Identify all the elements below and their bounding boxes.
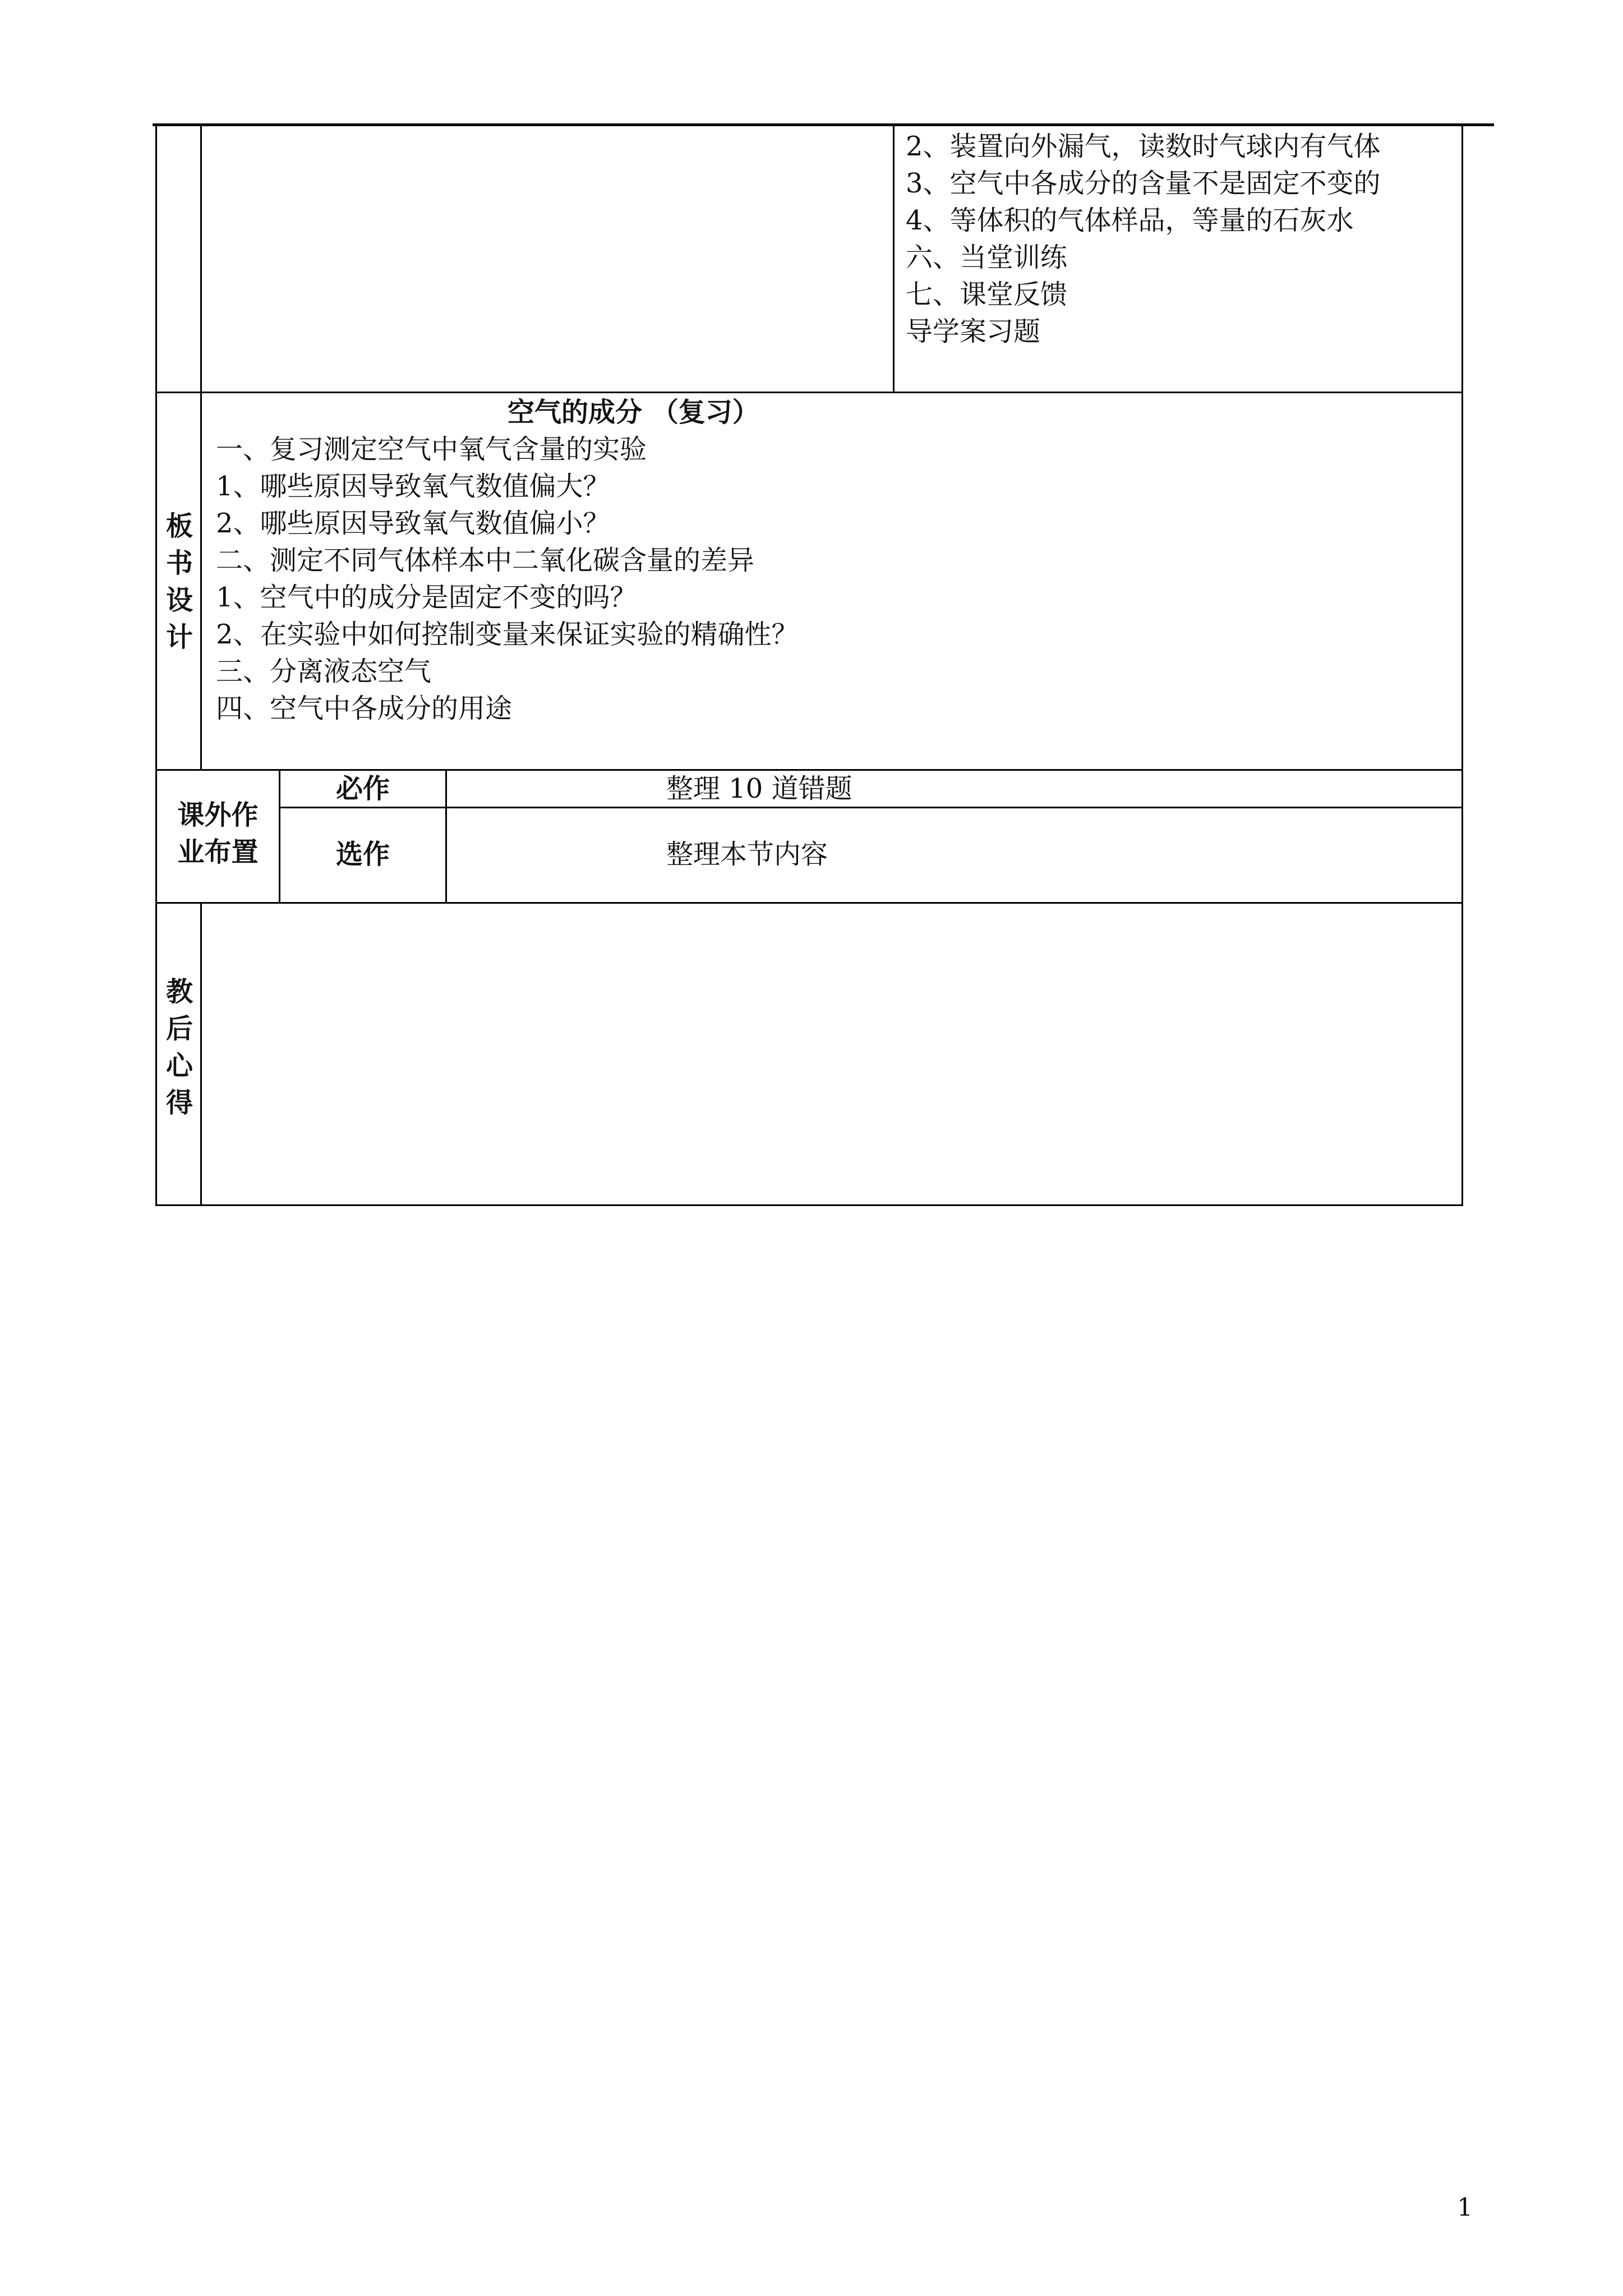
required-text: 整理 10 道错题 (666, 773, 852, 804)
reflection-label (157, 973, 202, 1121)
board-line: 1、空气中的成分是固定不变的吗？ (216, 582, 637, 613)
text-line: 4、等体积的气体样品，等量的石灰水 (906, 205, 1354, 236)
board-line: 2、在实验中如何控制变量来保证实验的精确性？ (216, 619, 799, 650)
top-row-left-divider (200, 125, 202, 393)
homework-row-split (279, 807, 1463, 808)
board-line: 四、空气中各成分的用途 (216, 693, 513, 724)
board-design-content (216, 394, 1450, 727)
board-line: 二、测定不同气体样本中二氧化碳含量的差异 (216, 545, 755, 576)
board-line: 2、哪些原因导致氧气数值偏小？ (216, 508, 610, 539)
reflection-row (155, 902, 1463, 1206)
text-line: 六、当堂训练 (906, 242, 1068, 273)
text-line: 七、课堂反馈 (906, 279, 1068, 310)
label-char: 书 (165, 547, 193, 579)
label-char: 板 (165, 510, 193, 542)
text-line: 2、装置向外漏气，读数时气球内有气体 (906, 131, 1381, 162)
homework-label-line: 课外作 (177, 799, 259, 831)
label-char: 计 (165, 622, 193, 653)
optional-text: 整理本节内容 (666, 839, 828, 870)
board-line: 一、复习测定空气中氧气含量的实验 (216, 434, 647, 465)
optional-label: 选作 (335, 839, 390, 870)
label-char: 心 (165, 1050, 193, 1082)
homework-label (157, 797, 279, 871)
homework-divider-2 (445, 769, 447, 904)
required-label: 必作 (335, 773, 390, 804)
text-line: 导学案习题 (906, 316, 1041, 347)
top-right-cell (906, 128, 1461, 350)
label-char: 得 (165, 1087, 193, 1119)
board-line: 1、哪些原因导致氧气数值偏大？ (216, 471, 610, 502)
board-design-label (157, 508, 202, 656)
label-char: 设 (165, 585, 193, 616)
homework-label-line: 业布置 (177, 836, 259, 868)
text-line: 3、空气中各成分的含量不是固定不变的 (906, 168, 1381, 199)
board-title: 空气的成分 （复习） (508, 397, 759, 428)
label-char: 教 (165, 976, 193, 1007)
top-row-mid-divider (893, 125, 895, 393)
label-char: 后 (165, 1013, 193, 1045)
board-line: 三、分离液态空气 (216, 656, 432, 687)
page-number: 1 (1457, 2193, 1473, 2222)
